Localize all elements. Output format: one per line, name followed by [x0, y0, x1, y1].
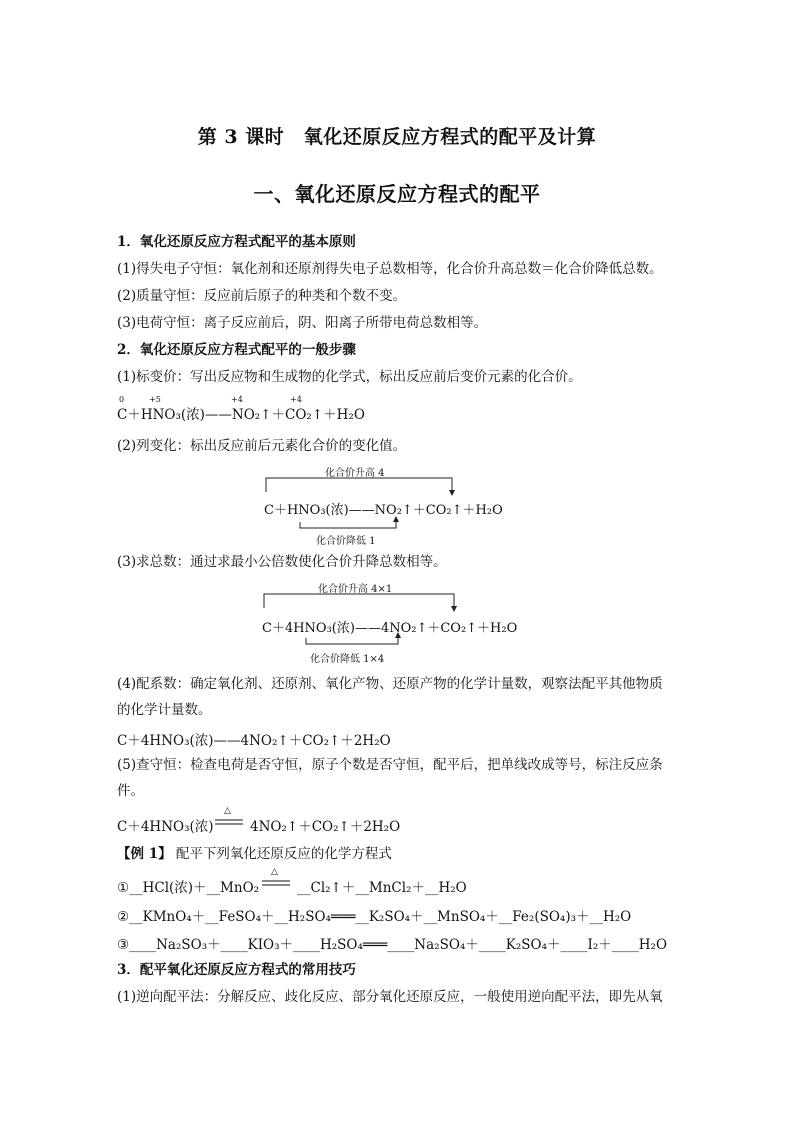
step-4-line2: 的化学计量数。 [117, 702, 212, 718]
principle-electron: (1)得失电子守恒：氧化剂和还原剂得失电子总数相等，化合价升高总数＝化合价降低总数。 [117, 261, 663, 277]
example-eq1-right: __Cl₂↑＋__MnCl₂＋__H₂O [297, 880, 467, 896]
page-title: 第 3 课时 氧化还原反应方程式的配平及计算 [197, 126, 597, 148]
principle-charge: (3)电荷守恒：离子反应前后，阴、阳离子所带电荷总数相等。 [117, 315, 488, 331]
example-eq2: ②__KMnO₄＋__FeSO₄＋__H₂SO₄═══__K₂SO₄＋__MnSO₄＋__Fe₂(SO₄)₃＋__H₂O [117, 909, 632, 925]
heading-techniques: 3．配平氧化还原反应方程式的常用技巧 [117, 962, 356, 978]
example-equals-sign [262, 879, 292, 887]
diagram2-equation: C＋4HNO₃(浓)——4NO₂↑＋CO₂↑＋H₂O [262, 621, 518, 636]
equation-step5-left: C＋4HNO₃(浓) [117, 819, 214, 835]
ox-state-c: 0 [119, 395, 125, 404]
equation-step5-right: 4NO₂↑＋CO₂↑＋2H₂O [250, 819, 401, 835]
equals-sign [215, 818, 245, 826]
heading-principles: 1．氧化还原反应方程式配平的基本原则 [117, 234, 356, 250]
example-text: 配平下列氧化还原反应的化学方程式 [171, 846, 392, 862]
heat-condition: △ [224, 806, 231, 816]
step-5-line1: (5)查守恒：检查电荷是否守恒，原子个数是否守恒，配平后，把单线改成等号，标注反应条 [117, 757, 663, 773]
diagram1-up-label: 化合价升高 4 [325, 468, 385, 479]
principle-mass: (2)质量守恒：反应前后原子的种类和个数不变。 [117, 288, 407, 304]
diagram1-down-label: 化合价降低 1 [316, 536, 376, 547]
ox-state-n-product: +4 [231, 395, 243, 404]
section-title: 一、氧化还原反应方程式的配平 [253, 182, 541, 206]
ox-state-n: +5 [149, 395, 161, 404]
step-3: (3)求总数：通过求最小公倍数使化合价升降总数相等。 [117, 554, 447, 570]
diagram1-equation: C＋HNO₃(浓)——NO₂↑＋CO₂↑＋H₂O [264, 503, 503, 518]
diagram2-down-label: 化合价降低 1×4 [310, 654, 385, 665]
example-eq1-left: ①__HCl(浓)＋__MnO₂ [117, 880, 260, 896]
heading-steps: 2．氧化还原反应方程式配平的一般步骤 [117, 342, 356, 358]
example-heading [117, 845, 392, 863]
equation-step4: C＋4HNO₃(浓)——4NO₂↑＋CO₂↑＋2H₂O [117, 733, 391, 749]
example-eq3: ③____Na₂SO₃＋____KIO₃＋____H₂SO₄═══____Na₂SO₄＋____K₂SO₄＋____I₂＋____H₂O [117, 937, 668, 953]
step-2: (2)列变化：标出反应前后元素化合价的变化值。 [117, 438, 407, 454]
example-heat-condition: △ [271, 867, 278, 877]
example-label: 【例 1】 [117, 846, 172, 862]
step-5-line2: 件。 [117, 783, 144, 799]
technique-1: (1)逆向配平法：分解反应、歧化反应、部分氧化还原反应，一般使用逆向配平法，即先从氧 [117, 989, 663, 1005]
step-1: (1)标变价：写出反应物和生成物的化学式，标出反应前后变价元素的化合价。 [117, 369, 582, 385]
diagram2-up-label: 化合价升高 4×1 [318, 584, 393, 595]
equation-step1: C＋HNO₃(浓)——NO₂↑＋CO₂↑＋H₂O [117, 407, 365, 423]
ox-state-c-product: +4 [290, 395, 302, 404]
step-4-line1: (4)配系数：确定氧化剂、还原剂、氧化产物、还原产物的化学计量数，观察法配平其他物质 [117, 676, 663, 692]
